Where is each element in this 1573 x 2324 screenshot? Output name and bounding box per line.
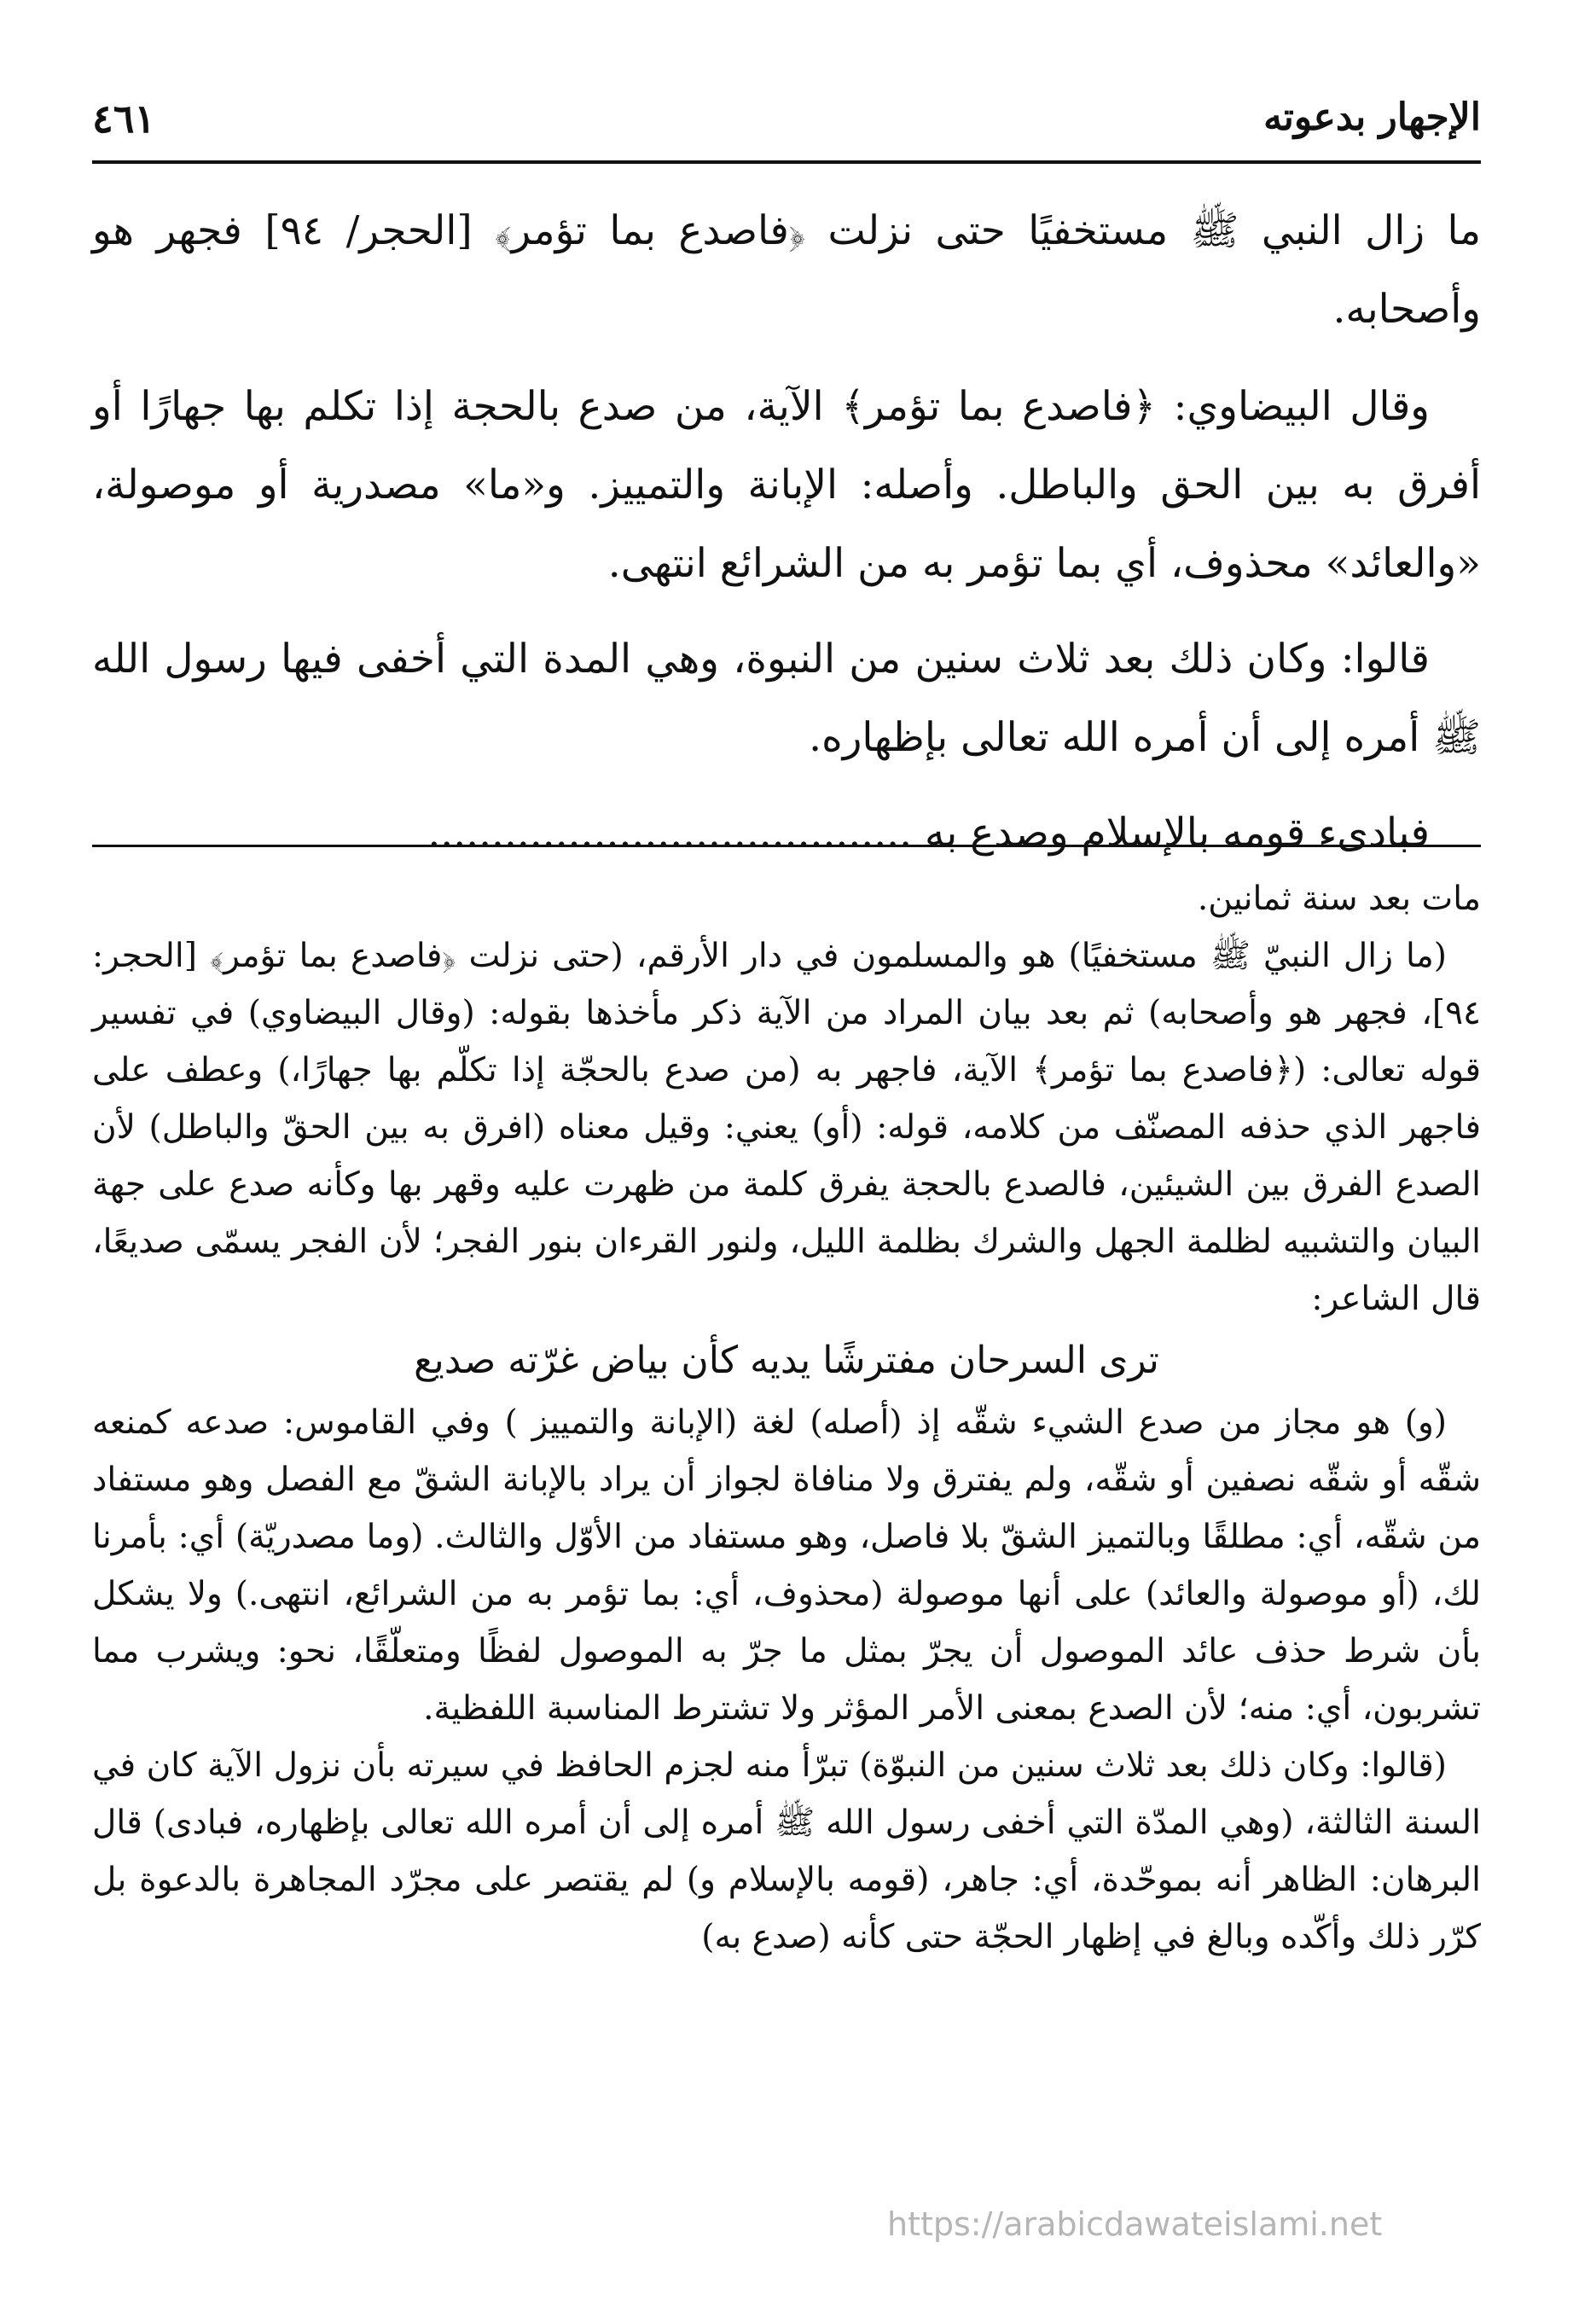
page-number: ٤٦١ bbox=[92, 96, 156, 142]
watermark-url: https://arabicdawateislami.net bbox=[887, 2205, 1383, 2243]
running-title: الإجهار بدعوته bbox=[1263, 96, 1481, 139]
commentary-paragraph-1: مات بعد سنة ثمانين. bbox=[1197, 880, 1481, 918]
commentary-paragraph-4: (قالوا: وكان ذلك بعد ثلاث سنين من النبوّة) تبرّأ منه لجزم الحافظ في سيرته بأن نزول الآية كان في السنة الثالثة، (وهي المدّة التي أخفى رسول الله ﷺ أمره إلى أن أمره الله تعالى بإظهاره، فبادى) قال البرهان: الظاهر أنه بموحّدة، أي: جاهر، (قومه بالإسلام و) لم يقتصر على مجرّد المجاهرة بالدعوة بل كرّر ذلك وأكّده وبالغ في إظهار الحجّة حتى كأنه (صدع به) bbox=[92, 1746, 1481, 1956]
main-paragraph-2: وقال البيضاوي: ﴿فاصدع بما تؤمر﴾ الآية، من صدع بالحجة إذا تكلم بها جهارًا أو أفرق به بين الحق والباطل. وأصله: الإبانة والتمييز. و«ما» مصدرية أو موصولة، «والعائد» محذوف، أي بما تؤمر به من الشرائع انتهى. bbox=[92, 383, 1481, 587]
page-header bbox=[92, 96, 1481, 164]
section-divider bbox=[92, 845, 1481, 847]
header-rule bbox=[92, 160, 1481, 164]
commentary-text bbox=[92, 870, 1481, 1966]
poetry-verse: ترى السرحان مفترشًا يديه كأن بياض غرّته صديع bbox=[414, 1339, 1159, 1382]
commentary-paragraph-2: (ما زال النبيّ ﷺ مستخفيًا) هو والمسلمون في دار الأرقم، (حتى نزلت ﴿فاصدع بما تؤمر﴾ [الحجر: ٩٤]، فجهر هو وأصحابه) ثم بعد بيان المراد من الآية ذكر مأخذها بقوله: (وقال البيضاوي) في تفسير قوله تعالى: (﴿فاصدع بما تؤمر﴾ الآية، فاجهر به (من صدع بالحجّة إذا تكلّم بها جهارًا،) وعطف على فاجهر الذي حذفه المصنّف من كلامه، قوله: (أو) يعني: وقيل معناه (افرق به بين الحقّ والباطل) لأن الصدع الفرق بين الشيئين، فالصدع بالحجة يفرق كلمة من ظهرت عليه وقهر بها وكأنه صدع على جهة البيان والتشبيه لظلمة الجهل والشرك بظلمة الليل، ولنور القرءان بنور الفجر؛ لأن الفجر يسمّى صديعًا، قال الشاعر: bbox=[92, 937, 1481, 1318]
main-paragraph-1: ما زال النبي ﷺ مستخفيًا حتى نزلت ﴿فاصدع بما تؤمر﴾ [الحجر/ ٩٤] فجهر هو وأصحابه. bbox=[92, 207, 1481, 333]
commentary-paragraph-3: (و) هو مجاز من صدع الشيء شقّه إذ (أصله) لغة (الإبانة والتمييز ) وفي القاموس: صدعه كمنعه شقّه أو شقّه نصفين أو شقّه، ولم يفترق ولا منافاة لجواز أن يراد بالإبانة الشقّ مع الفصل وهو مستفاد من شقّه، أي: مطلقًا وبالتميز الشقّ بلا فاصل، وهو مستفاد من الأوّل والثالث. (وما مصدريّة) أي: بأمرنا لك، (أو موصولة والعائد) على أنها موصولة (محذوف، أي: بما تؤمر به من الشرائع، انتهى.) ولا يشكل بأن شرط حذف عائد الموصول أن يجرّ بمثل ما جرّ به الموصول لفظًا ومتعلّقًا، نحو: ويشرب مما تشربون، أي: منه؛ لأن الصدع بمعنى الأمر المؤثر ولا تشترط المناسبة اللفظية. bbox=[92, 1403, 1481, 1728]
main-text bbox=[92, 192, 1481, 873]
main-paragraph-4: فبادىء قومه بالإسلام وصدع به ...................................... bbox=[427, 810, 1430, 857]
main-paragraph-3: قالوا: وكان ذلك بعد ثلاث سنين من النبوة، وهي المدة التي أخفى فيها رسول الله ﷺ أمره إلى أن أمره الله تعالى بإظهاره. bbox=[92, 636, 1481, 761]
